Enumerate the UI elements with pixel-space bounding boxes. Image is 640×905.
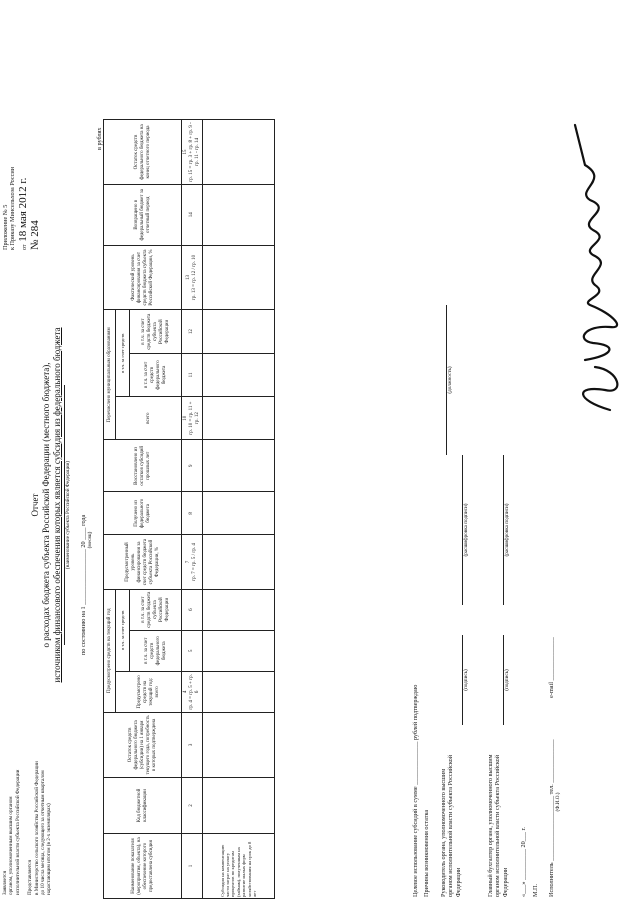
appendix-date: 18 мая 2012 г. (16, 177, 29, 242)
signature-stroke (575, 125, 617, 410)
table-cell (203, 671, 275, 712)
table-cell (203, 185, 275, 246)
header-cell: Предусмотрено средств на текущий год: всего (116, 671, 182, 712)
report-title-block (30, 255, 63, 755)
report-title-line2: источником финансового обеспечения которых является субсидия из федерального бюджета (52, 327, 62, 683)
position-caption: (должность) (447, 366, 453, 394)
col-number: 5 (182, 630, 203, 671)
fio-caption: (Ф.И.О.) (555, 792, 562, 812)
header-cell: в т.ч. за счет средств бюджета субъекта Российской Федерации (130, 310, 182, 353)
units-label: в рублях (96, 127, 103, 150)
addresser-line-1: исполнительной власти субъекта Российской Федерации (14, 769, 21, 895)
executor-label: Исполнитель (548, 862, 555, 897)
target-use-suffix: рублей подтверждаю (412, 684, 419, 740)
col-number: 15 гр. 15 = гр. 3 + гр. 8 + гр. 9 - гр. 11 - гр. 14 (182, 120, 203, 185)
submit-title: Представляется (27, 860, 34, 895)
table-cell (203, 492, 275, 535)
col-number: 3 (182, 712, 203, 777)
header-cell: в т.ч. за счет средств бюджета субъекта Российской Федерации (130, 589, 182, 630)
header-cell: Получено из федерального бюджета (104, 492, 182, 535)
state-prefix: по состоянию на (80, 611, 87, 655)
state-day: 1 (80, 606, 87, 610)
col-number: 1 (182, 834, 203, 899)
col-number: 9 (182, 440, 203, 492)
head-sign-caption: (подпись) (463, 669, 469, 691)
state-year-prefix: 20 (80, 541, 87, 548)
col-number: 8 (182, 492, 203, 535)
head-label: Руководитель органа, уполномоченного высшим органом исполнительной власти субъекта Российской Федерации (440, 754, 462, 897)
first-row-label: Субсидия на компенсацию части затрат на уплату процентов по кредитам (займам), полученным на развитие малых форм хозяйствования на срок до 8 лет (203, 834, 275, 899)
handwritten-signature (555, 115, 635, 415)
report-title-line1: о расходах бюджета субъекта Российской Федерации (местного бюджета), (41, 362, 51, 648)
reasons-label: Причины возникновения остатка (423, 809, 430, 897)
header-cell: Восстановлено из остатков субсидий прошлых лет (104, 440, 182, 492)
table-cell (203, 712, 275, 777)
report-title-word: Отчет (30, 493, 40, 517)
table-cell (203, 120, 275, 185)
addresser-top: Заявляется (2, 871, 8, 895)
appendix-line1: Приложение № 5 (2, 204, 9, 250)
tel-label: тел. (548, 784, 555, 795)
date-line: «___» __________ 20___ г. (520, 827, 527, 897)
table-cell (203, 397, 275, 440)
table-cell (203, 589, 275, 630)
table-cell (203, 310, 275, 353)
subject-caption: (наименование субъекта Российской Федерации) (65, 460, 71, 570)
header-cell: всего (116, 397, 182, 440)
head-decoding-caption: (расшифровка подписи) (463, 503, 469, 557)
mp-label: М.П. (532, 883, 539, 897)
header-cell: Код бюджетной классификации (104, 777, 182, 833)
submit-line-0: в Министерство сельского хозяйства Российской Федерации (33, 761, 40, 895)
header-cell: в т.ч. за счет средств федерального бюджета (130, 630, 182, 671)
header-cell: Остаток средств федерального бюджета (субсидии) на 1 января текущего года, потребность в которых подтверждена (104, 712, 182, 777)
reasons-row (423, 497, 430, 897)
header-cell: Фактический уровень финансирования за счет средств бюджета субъекта Российской Федерации, % (104, 245, 182, 310)
col-number: 2 (182, 777, 203, 833)
col-number: 14 (182, 185, 203, 246)
state-year-suffix: года (80, 514, 87, 526)
col-number: 10 гр. 10 = гр. 11 + гр. 12 (182, 397, 203, 440)
col-number: 7 гр. 7 = гр. 5 / гр. 4 (182, 535, 203, 589)
executor-row: Исполнитель _____________________ тел. ______________ e-mail ______________ (Ф.И.О.) (548, 637, 562, 897)
col-number: 13 гр. 13 = гр. 12 / гр. 10 (182, 245, 203, 310)
col-number: 12 (182, 310, 203, 353)
col-number: 11 (182, 353, 203, 396)
header-cell: Предусмотрено средств на текущий год (104, 589, 116, 712)
chief-sign-caption: (подпись) (504, 669, 510, 691)
submit-line-2: нарастающим итогом (в 2-х экземплярах) (46, 803, 53, 895)
chief-label: Главный бухгалтер органа, уполномоченного высшим органом исполнительной власти субъекта Российской Федерации (487, 754, 509, 897)
header-cell: Перечислено муниципальным образованиям (104, 310, 116, 440)
header-cell: в т.ч. за счет средств федерального бюджета (130, 353, 182, 396)
header-cell: Предусмотренный уровень финансирования за счет средств бюджета субъекта Российской Федерации, % (104, 535, 182, 589)
chief-decoding-caption: (расшифровка подписи) (504, 503, 510, 557)
appendix-block (2, 110, 39, 250)
table-cell (203, 245, 275, 310)
state-date-row: по состоянию на 1 __________________ 20 ____ года (месяц) (80, 355, 95, 655)
report-table: Наименование показателя (мероприятия, объекта), на обеспечение которого предоставлена субсидия Код бюджетной классификации Остаток средств федерального бюджета (субсидии) на 1 января текущего года, потребность в которых подтверждена Предусмотрено средств на текущий год Предусмотренный уровень финансирования за счет средств бюджета субъекта Российской Федерации, % Получено из федерального бюджета Восстановлено из остатков субсидий прошлых лет Перечислено муниципальным образованиям Фактический уровень финансирования за счет средств бюджета субъекта Российской Федерации, % Возвращено в федеральный бюджет за отчетный период Остаток средств федерального бюджета на конец отчетного периода Предусмотрено средств на текущий год: всего в т.ч. за счет средств всего в т.ч. за счет средств в т.ч. за счет средств федерального бюджета в т.ч. за счет средств бюджета субъекта Российской Федерации в т.ч. за счет средств федерального бюджета в т.ч. за счет средств бюджета субъекта Российской Федерации 1 2 3 4 гр. 4 = гр. 5 + гр. 6 5 6 7 гр. 7 = гр. 5 / гр. 4 8 9 10 гр. 10 = гр. 11 + гр. 12 11 12 13 гр. 13 = гр. 12 / гр. 10 14 15 гр. 15 = гр. 3 + гр. 8 + гр. 9 - гр. 11 - гр. 14 Субсидия на компенсацию части затрат на уплату процентов по кредитам (займам), полученным на развитие малых форм хозяйствования на срок до 8 лет (103, 119, 275, 899)
col-number: 6 (182, 589, 203, 630)
state-month-caption: (месяц) (87, 531, 94, 549)
email-label: e-mail (548, 682, 555, 698)
rotated-document-sheet (0, 105, 640, 905)
target-use-row: Целевое использование субсидий в сумме ______________ рублей подтверждаю (412, 684, 419, 897)
appendix-number: № 284 (28, 220, 41, 250)
header-cell: Остаток средств федерального бюджета на конец отчетного периода (104, 120, 182, 185)
target-use-label: Целевое использование субсидий в сумме (412, 786, 419, 897)
appendix-line2: к Приказу Минсельхоза России (9, 167, 17, 250)
col-number: 4 гр. 4 = гр. 5 + гр. 6 (182, 671, 203, 712)
table-cell (203, 535, 275, 589)
appendix-date-prefix: от (21, 244, 28, 250)
addresser-line-0: органом, уполномоченным высшим органом (8, 796, 15, 895)
header-cell: Наименование показателя (мероприятия, объекта), на обеспечение которого предоставлена субсидия (104, 834, 182, 899)
table-cell (203, 630, 275, 671)
header-cell: Возвращено в федеральный бюджет за отчетный период (104, 185, 182, 246)
table-cell (203, 353, 275, 396)
submit-line-1: до 10 числа месяца, следующего за отчетным кварталом (40, 770, 47, 895)
table-cell (203, 440, 275, 492)
table-cell (203, 777, 275, 833)
